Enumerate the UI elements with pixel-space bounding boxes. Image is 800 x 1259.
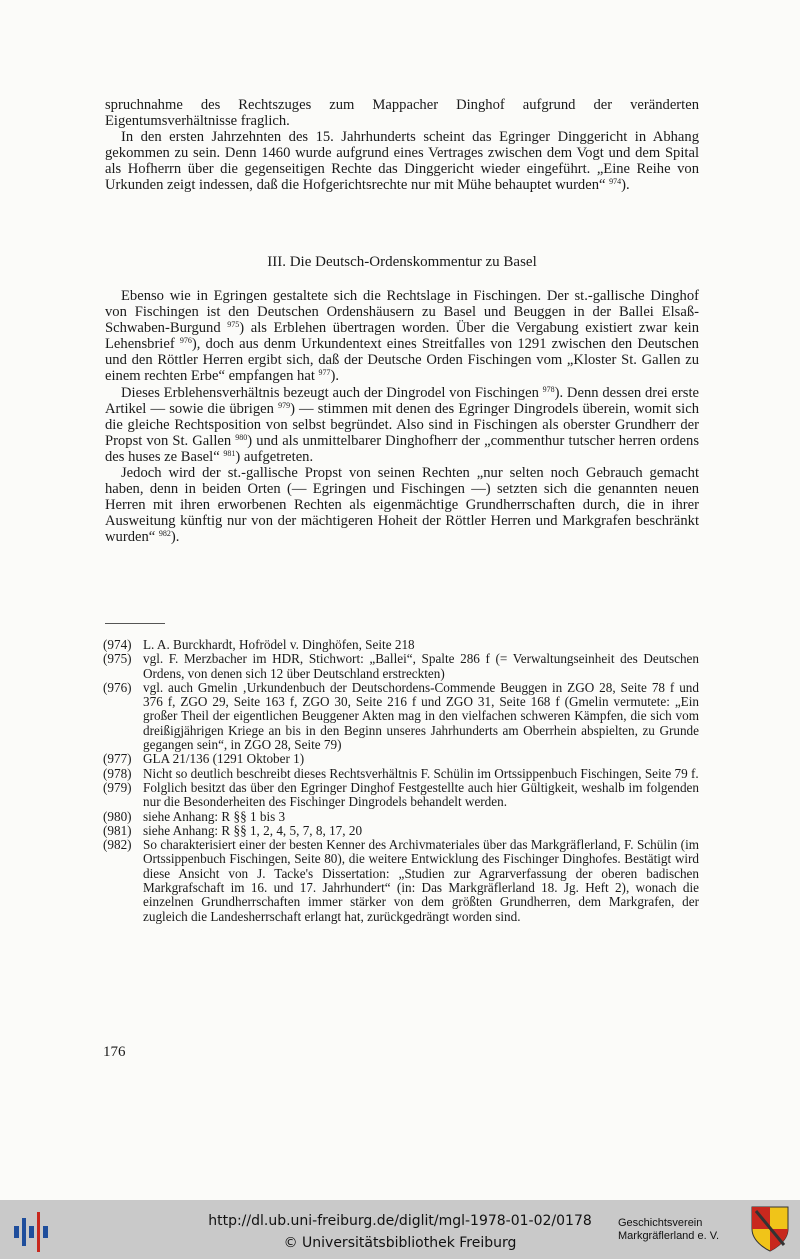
paragraph-4: Dieses Erblehensverhältnis bezeugt auch der Dingrodel von Fischingen $^{978}$). Denn dessen drei erste Artikel — sowie die übrigen $^{979}$) — stimmen mit denen des Egringer Dingrodels überein, womit sich die gleiche Rechtsposition von selbst begründet. Also sind in Fischingen als oberster Grundherr der Propst von St. Gallen $^{980}$) und als unmittelbarer Dinghofherr der „commenthur tutscher herren ordens des huses ze Basel“ $^{981}$) aufgetreten. [105, 384, 699, 465]
footnote-ref[interactable]: 979 [278, 400, 291, 410]
footnote-ref[interactable]: 982 [158, 529, 171, 539]
viewer-footer [0, 1200, 800, 1259]
page-number: 176 [103, 1044, 126, 1060]
publisher-name: Geschichtsverein Markgräflerland e. V. [618, 1217, 720, 1242]
footnote-ref[interactable]: 976 [179, 336, 192, 346]
footnote-item: (974) L. A. Burckhardt, Hofrödel v. Dinghöfen, Seite 218 [103, 637, 415, 652]
footnote-item: (979) Folglich besitzt das über den Egringer Dinghof Festgestellte auch hier Gültigkeit, weshalb im folgenden nur die Besonderheiten des Fischinger Dingrodels behandelt werden. [103, 779, 699, 810]
footnote-item: (982) So charakterisiert einer der besten Kenner des Archivmateriales über das Markgräflerland, F. Schülin (im Ortssippenbuch Fischingen, Seite 80), die weitere Entwicklung des Fischinger Dinghofes. Bestätigt wird diese Ansicht von J. Tacke's Dissertation: „Studien zur Agrarverfassung der oberen badischen Markgrafschaft im 16. und 17. Jahrhundert“ (in: Das Markgräflerland 18. Jg. Heft 2), wonach die einzelnen Grundherrschaften immer stärker von dem größten Grundherren, dem Markgrafen, der zugleich die Landesherrschaft erlangt hat, zurückgedrängt worden sind. [103, 837, 699, 924]
footnote-item: (976) vgl. auch Gmelin ‚Urkundenbuch der Deutschordens-Commende Beuggen in ZGO 28, Seite 78 f und 376 f, ZGO 29, Seite 163 f, ZGO 30, Seite 216 f und ZGO 31, Seite 168 f (Gmelin vermutete: „Ein großer Theil der eigentlichen Beuggener Akten mag in den vielfachen schweren Kämpfen, die sich vom dreißigjährigen Kriege an bis in den Beginn unseres Jahrhunderts am Oberrhein abspielten, zu Grunde gegangen sein“, in ZGO 28, Seite 79) [103, 679, 699, 753]
footnote-ref[interactable]: 974 [609, 177, 622, 187]
footnote-item: (981) siehe Anhang: R §§ 1, 2, 4, 5, 7, 8, 17, 20 [103, 822, 363, 838]
footnote-ref[interactable]: 980 [235, 432, 248, 442]
footnote-ref[interactable]: 981 [223, 448, 236, 458]
paragraph-3: Ebenso wie in Egringen gestaltete sich die Rechtslage in Fischingen. Der st.-gallische Dinghof von Fischingen ist den Deutschen Ordenshäusern zu Basel und Beuggen in der Ballei Elsaß-Schwaben-Burgund $^{975}$) als Erblehen übertragen worden. Über die Vergabung existiert zwar kein Lehensbrief $^{976}$), doch aus denm Urkundentext eines Streitfalles von 1291 zwischen den Deutschen und den Röttler Herren ergibt sich, daß der Deutsche Orden Fischingen vom „Kloster St. Gallen zu einem rechten Erbe“ empfangen hat $^{977}$). [105, 288, 699, 385]
footnotes [103, 638, 699, 924]
footnote-ref[interactable]: 977 [318, 368, 331, 378]
copyright-text: © Universitätsbibliothek Freiburg [283, 1235, 517, 1251]
footnote-ref[interactable]: 978 [542, 384, 555, 394]
body-text-top [105, 97, 699, 194]
footnote-ref[interactable]: 975 [227, 320, 240, 330]
paragraph-2: In den ersten Jahrzehnten des 15. Jahrhunderts scheint das Egringer Dinggericht in Abhang gekommen zu sein. Denn 1460 wurde aufgrund eines Vertrages zwischen dem Vogt und dem Spital als Hofherrn über die gegenseitigen Rechte das Dinggericht wieder eingeführt. „Eine Reihe von Urkunden zeigt indessen, daß die Hofgerichtsrechte nur mit Mühe behauptet wurden“ $^{974}$). [105, 129, 699, 194]
footnote-item: (975) vgl. F. Merzbacher im HDR, Stichwort: „Ballei“, Spalte 286 f (= Verwaltungseinheit des Deutschen Ordens, von denen sich 12 über Deutschland erstreckten) [103, 651, 699, 681]
source-url-link[interactable]: http://dl.ub.uni-freiburg.de/diglit/mgl-1978-01-02/0178 [208, 1213, 592, 1229]
paragraph-5: Jedoch wird der st.-gallische Propst von seinen Rechten „nur selten noch Gebrauch gemacht haben, denn in beiden Orten (— Egringen und Fischingen —) setzten sich die genannten neuen Herren mit ihren erworbenen Rechten als eigenmächtige Grundherrschaften durch, die in ihrer Ausweitung künftig nur von der mächtigeren Hoheit der Röttler Herren und Markgrafen beschränkt wurden“ $^{982}$). [105, 465, 699, 546]
section-heading: III. Die Deutsch-Ordenskommentur zu Basel [267, 254, 537, 270]
paragraph-1: spruchnahme des Rechtszuges zum Mappacher Dinghof aufgrund der veränderten Eigentumsverhältnisse fraglich. [105, 97, 699, 130]
coat-of-arms-icon [750, 1205, 790, 1253]
footnote-item: (977) GLA 21/136 (1291 Oktober 1) [103, 751, 305, 767]
footnote-item: (978) Nicht so deutlich beschreibt dieses Rechtsverhältnis F. Schülin im Ortssippenbuch Fischingen, Seite 79 f. [103, 765, 699, 781]
body-text-main [105, 288, 699, 546]
footnote-separator [105, 623, 165, 624]
footnote-item: (980) siehe Anhang: R §§ 1 bis 3 [103, 808, 286, 824]
